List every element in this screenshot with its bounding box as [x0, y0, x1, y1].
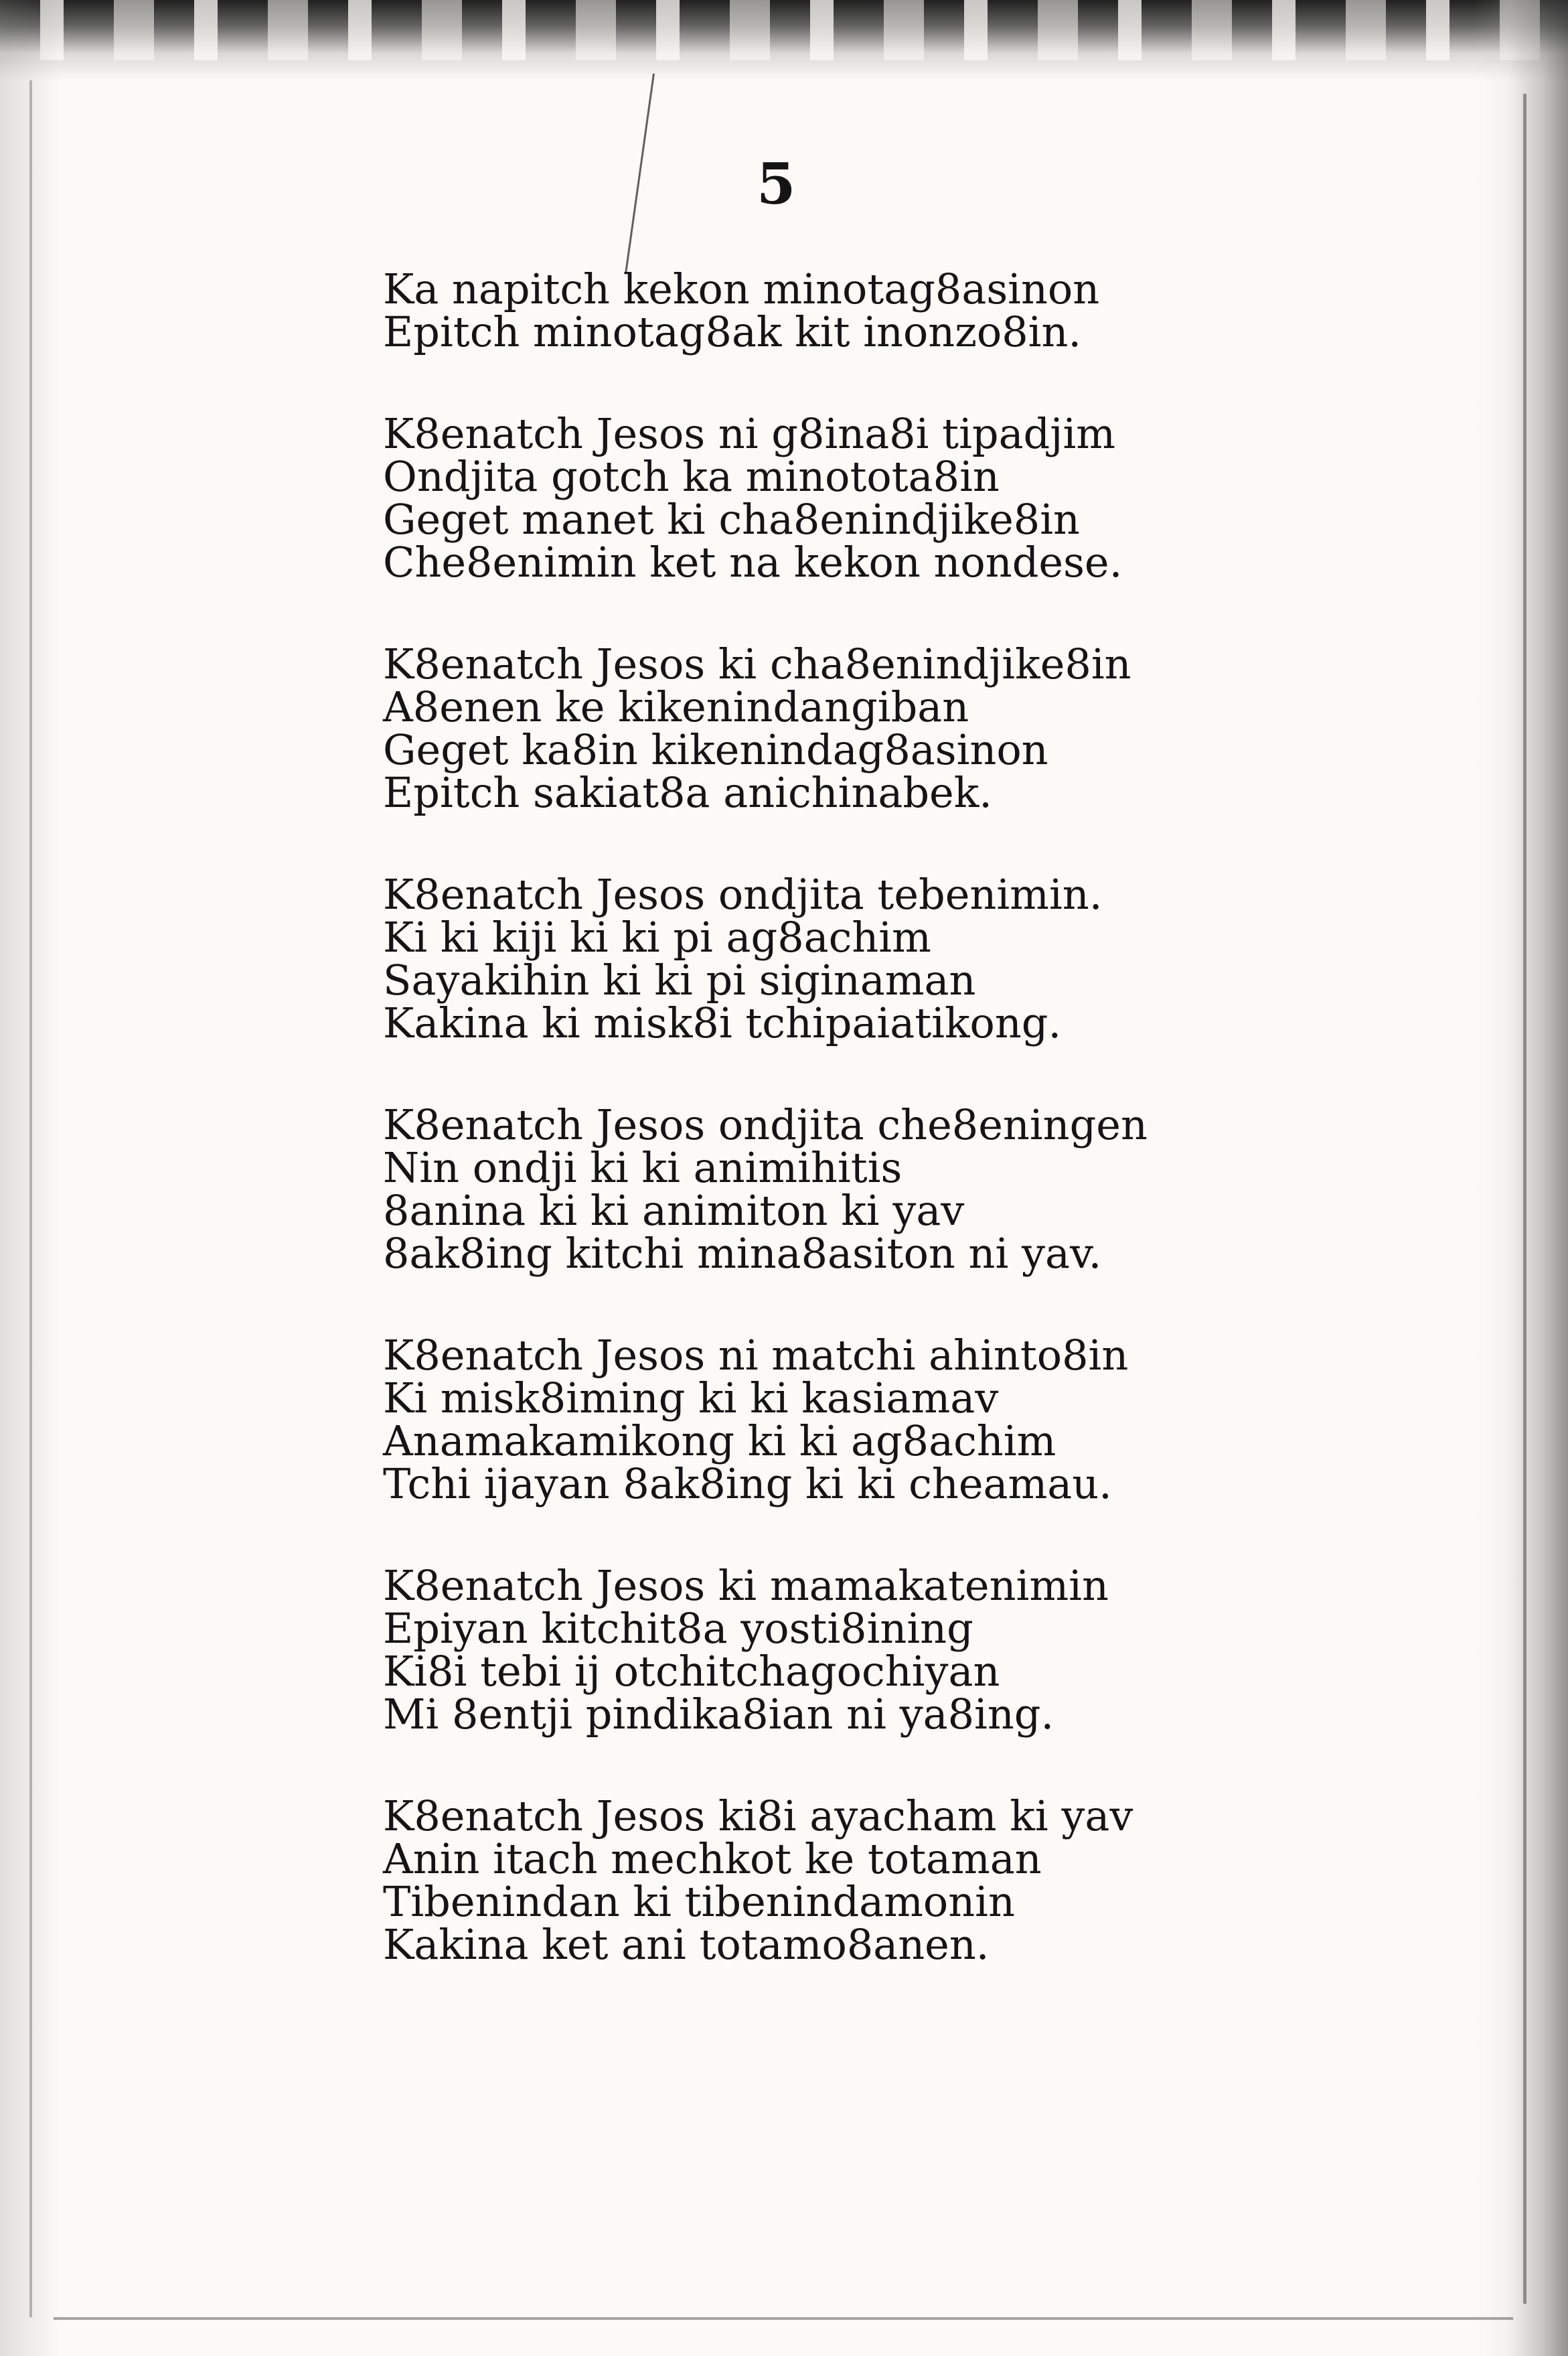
- stanza-8: [383, 1791, 1220, 1969]
- stanza-5: [383, 1100, 1220, 1278]
- stanza-line: Tchi ijayan 8ak8ing ki ki cheamau.: [383, 1459, 1112, 1508]
- stanza-line: Che8enimin ket na kekon nondese.: [383, 538, 1123, 587]
- stanza-line: Geget manet ki cha8enindjike8in: [383, 495, 1080, 544]
- stanza-line: K8enatch Jesos ki cha8enindjike8in: [383, 640, 1131, 688]
- stanza-1: [383, 265, 1220, 356]
- stanza-2: [383, 409, 1220, 587]
- right-margin-line: [1523, 94, 1526, 2304]
- stanza-6: [383, 1331, 1220, 1508]
- scan-right-edge: [1474, 0, 1568, 2356]
- stanza-7: [383, 1561, 1220, 1739]
- stanza-line: Anin itach mechkot ke totaman: [383, 1834, 1042, 1883]
- stanza-line: Tibenindan ki tibenindamonin: [383, 1877, 1015, 1926]
- stanza-4: [383, 870, 1220, 1047]
- page-fold-mark: [625, 74, 655, 273]
- stanza-line: 8anina ki ki animiton ki yav: [383, 1186, 965, 1235]
- stanza-line: K8enatch Jesos ki mamakatenimin: [383, 1561, 1109, 1610]
- bottom-margin-line: [54, 2317, 1513, 2320]
- scan-top-edge-texture: [0, 0, 1568, 60]
- stanza-line: Nin ondji ki ki animihitis: [383, 1143, 903, 1192]
- stanza-line: Geget ka8in kikenindag8asinon: [383, 725, 1048, 774]
- stanza-line: Kakina ki misk8i tchipaiatikong.: [383, 999, 1062, 1047]
- stanza-line: Epitch minotag8ak kit inonzo8in.: [383, 307, 1082, 356]
- page-number: 5: [757, 151, 797, 217]
- hymn-text: [383, 265, 1220, 2025]
- stanza-line: Ki misk8iming ki ki kasiamav: [383, 1374, 999, 1422]
- stanza-line: Ondjita gotch ka minotota8in: [383, 452, 1000, 501]
- stanza-line: Ka napitch kekon minotag8asinon: [383, 265, 1100, 313]
- stanza-line: Mi 8entji pindika8ian ni ya8ing.: [383, 1690, 1054, 1739]
- stanza-line: Epitch sakiat8a anichinabek.: [383, 768, 992, 817]
- stanza-line: K8enatch Jesos ondjita tebenimin.: [383, 870, 1103, 919]
- stanza-line: K8enatch Jesos ki8i ayacham ki yav: [383, 1791, 1133, 1840]
- stanza-line: K8enatch Jesos ondjita che8eningen: [383, 1100, 1148, 1149]
- stanza-line: Anamakamikong ki ki ag8achim: [383, 1416, 1056, 1465]
- stanza-line: Sayakihin ki ki pi siginaman: [383, 956, 976, 1005]
- stanza-line: Epiyan kitchit8a yosti8ining: [383, 1604, 973, 1653]
- stanza-3: [383, 640, 1220, 817]
- stanza-line: K8enatch Jesos ni matchi ahinto8in: [383, 1331, 1129, 1380]
- left-margin-line: [29, 80, 32, 2317]
- stanza-line: K8enatch Jesos ni g8ina8i tipadjim: [383, 409, 1116, 458]
- stanza-line: Kakina ket ani totamo8anen.: [383, 1920, 990, 1969]
- stanza-line: 8ak8ing kitchi mina8asiton ni yav.: [383, 1229, 1102, 1278]
- stanza-line: A8enen ke kikenindangiban: [383, 682, 969, 731]
- stanza-line: Ki8i tebi ij otchitchagochiyan: [383, 1647, 1000, 1696]
- stanza-line: Ki ki kiji ki ki pi ag8achim: [383, 913, 931, 962]
